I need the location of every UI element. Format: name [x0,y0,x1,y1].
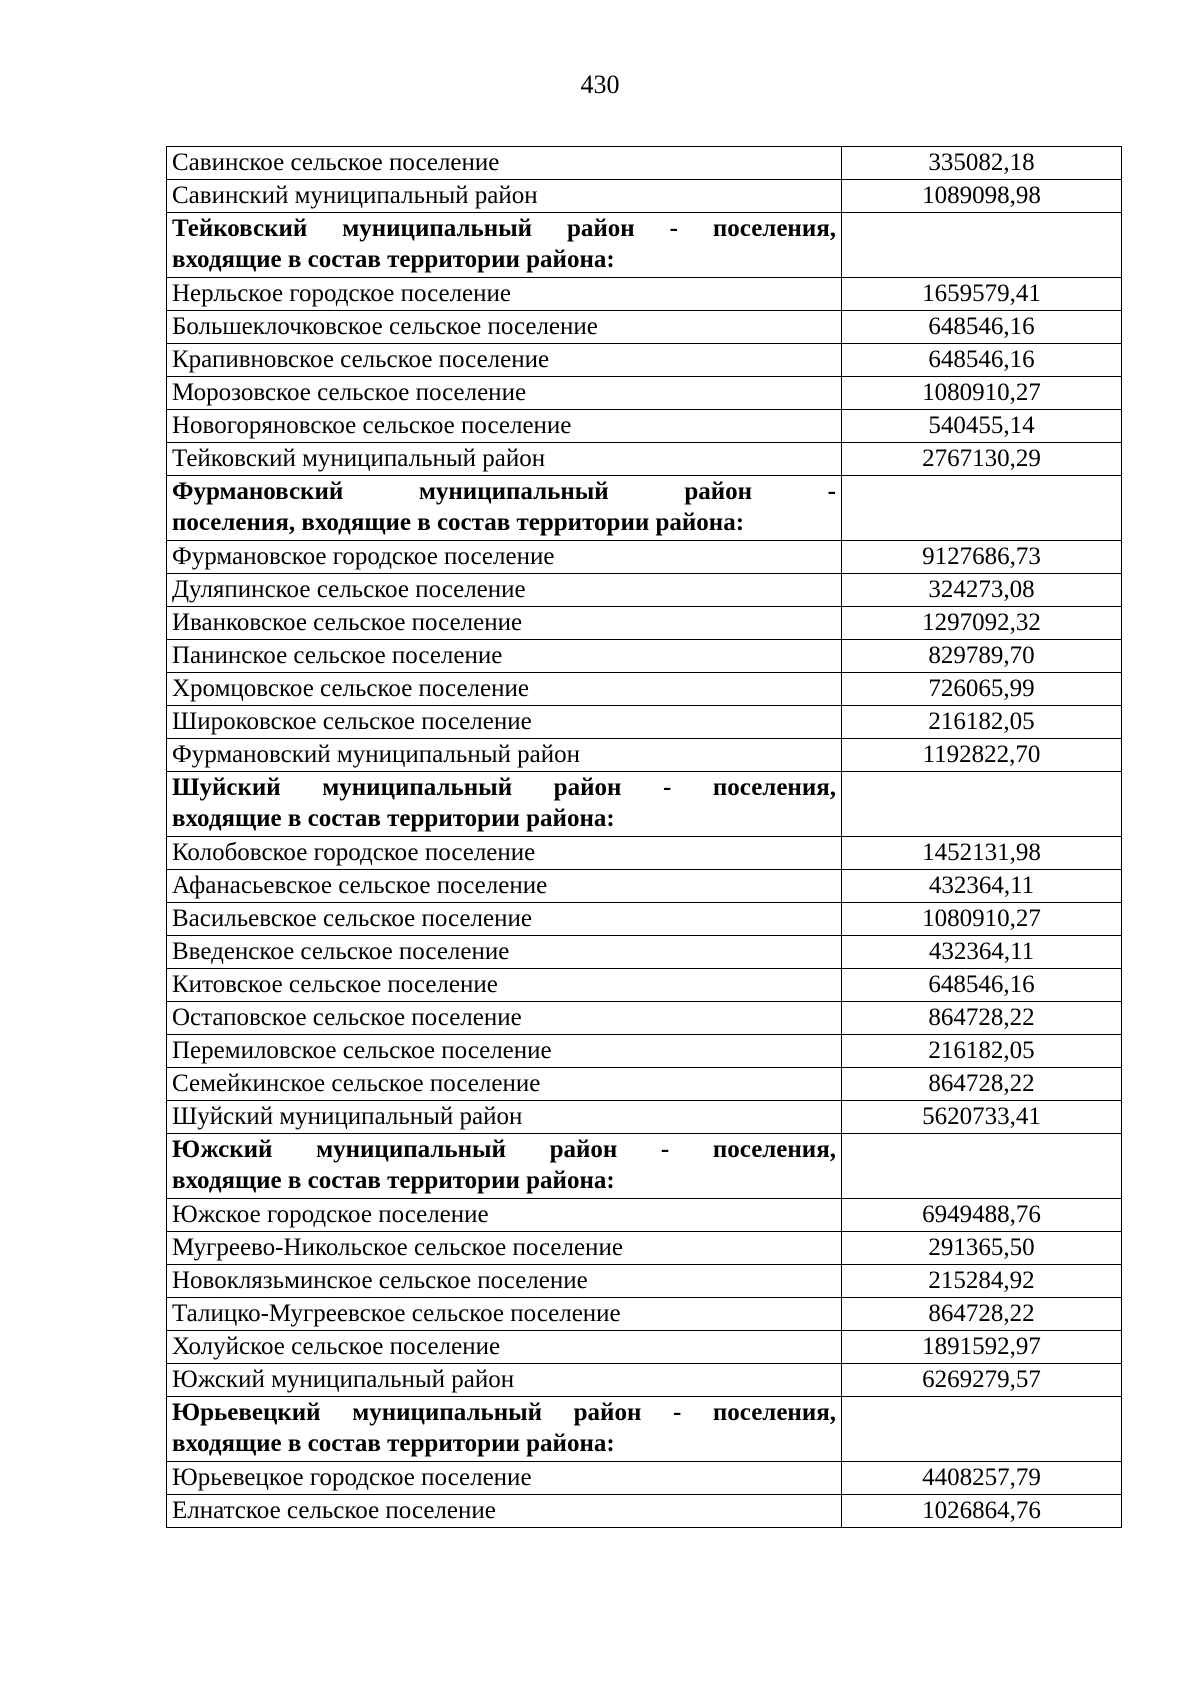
table-row [167,739,1122,772]
empty-value-cell [842,476,1122,541]
table-row [167,1462,1122,1495]
amount-value: 864728,22 [842,1002,1122,1035]
table-row [167,607,1122,640]
settlement-name: Крапивновское сельское поселение [167,344,842,377]
settlement-name: Новоклязьминское сельское поселение [167,1265,842,1298]
settlement-name: Новогоряновское сельское поселение [167,410,842,443]
empty-value-cell [842,213,1122,278]
amount-value: 1659579,41 [842,278,1122,311]
table-row [167,541,1122,574]
amount-value: 291365,50 [842,1232,1122,1265]
table-row [167,344,1122,377]
table-row [167,1232,1122,1265]
table-row [167,377,1122,410]
district-header-line-1: Южский муниципальный район - поселения, [172,1136,836,1163]
amount-value: 335082,18 [842,147,1122,180]
table-row [167,1364,1122,1397]
settlement-name: Мугреево-Никольское сельское поселение [167,1232,842,1265]
empty-value-cell [842,1397,1122,1462]
district-header [167,1134,842,1199]
table-row [167,147,1122,180]
district-header-row [167,772,1122,837]
settlement-name: Афанасьевское сельское поселение [167,870,842,903]
amount-value: 6949488,76 [842,1199,1122,1232]
amount-value: 4408257,79 [842,1462,1122,1495]
district-header-row [167,213,1122,278]
amount-value: 216182,05 [842,1035,1122,1068]
settlement-name: Введенское сельское поселение [167,936,842,969]
district-header-row [167,476,1122,541]
district-header-row [167,1397,1122,1462]
page-number: 430 [580,70,620,99]
district-header [167,476,842,541]
settlement-name: Южский муниципальный район [167,1364,842,1397]
district-header-line-2: входящие в состав территории района: [172,1430,615,1457]
amount-value: 432364,11 [842,936,1122,969]
amount-value: 1297092,32 [842,607,1122,640]
amount-value: 829789,70 [842,640,1122,673]
amount-value: 540455,14 [842,410,1122,443]
amount-value: 864728,22 [842,1068,1122,1101]
settlement-name: Дуляпинское сельское поселение [167,574,842,607]
district-header-line-2: входящие в состав территории района: [172,1167,615,1194]
amount-value: 864728,22 [842,1298,1122,1331]
settlement-name: Савинский муниципальный район [167,180,842,213]
table-row [167,1068,1122,1101]
table-row [167,837,1122,870]
table-row [167,706,1122,739]
amount-value: 1080910,27 [842,377,1122,410]
settlement-name: Елнатское сельское поселение [167,1495,842,1528]
settlement-name: Фурмановский муниципальный район [167,739,842,772]
table-row [167,903,1122,936]
settlement-name: Китовское сельское поселение [167,969,842,1002]
district-header-line-2: входящие в состав территории района: [172,246,615,273]
district-header-line-2: поселения, входящие в состав территории района: [172,509,745,536]
table-row [167,180,1122,213]
amount-value: 1452131,98 [842,837,1122,870]
table-row [167,1002,1122,1035]
amount-value: 1192822,70 [842,739,1122,772]
table-row [167,673,1122,706]
amount-value: 726065,99 [842,673,1122,706]
district-header-line-1: Юрьевецкий муниципальный район - поселения, [172,1399,836,1426]
settlement-name: Талицко-Мугреевское сельское поселение [167,1298,842,1331]
table-row [167,410,1122,443]
settlement-name: Семейкинское сельское поселение [167,1068,842,1101]
table-row [167,443,1122,476]
settlement-name: Остаповское сельское поселение [167,1002,842,1035]
table-row [167,1035,1122,1068]
table-row [167,1265,1122,1298]
table-row [167,870,1122,903]
settlement-name: Шуйский муниципальный район [167,1101,842,1134]
table-row [167,311,1122,344]
district-header [167,772,842,837]
settlement-name: Иванковское сельское поселение [167,607,842,640]
empty-value-cell [842,1134,1122,1199]
district-header-row [167,1134,1122,1199]
amount-value: 5620733,41 [842,1101,1122,1134]
amount-value: 648546,16 [842,311,1122,344]
amount-value: 648546,16 [842,969,1122,1002]
table-row [167,1298,1122,1331]
table-row [167,1101,1122,1134]
district-header-line-1: Фурмановский муниципальный район - [172,478,836,505]
settlement-name: Савинское сельское поселение [167,147,842,180]
allocation-table [166,146,1122,1528]
settlement-name: Широковское сельское поселение [167,706,842,739]
empty-value-cell [842,772,1122,837]
district-header [167,213,842,278]
amount-value: 1891592,97 [842,1331,1122,1364]
district-header [167,1397,842,1462]
amount-value: 432364,11 [842,870,1122,903]
settlement-name: Панинское сельское поселение [167,640,842,673]
amount-value: 9127686,73 [842,541,1122,574]
settlement-name: Холуйское сельское поселение [167,1331,842,1364]
settlement-name: Большеклочковское сельское поселение [167,311,842,344]
table-row [167,640,1122,673]
amount-value: 1089098,98 [842,180,1122,213]
amount-value: 1080910,27 [842,903,1122,936]
district-header-line-1: Тейковский муниципальный район - поселения, [172,215,836,242]
settlement-name: Южское городское поселение [167,1199,842,1232]
table-row [167,1199,1122,1232]
settlement-name: Хромцовское сельское поселение [167,673,842,706]
settlement-name: Тейковский муниципальный район [167,443,842,476]
allocation-table-body [167,147,1122,1528]
table-row [167,574,1122,607]
table-row [167,969,1122,1002]
settlement-name: Нерльское городское поселение [167,278,842,311]
settlement-name: Перемиловское сельское поселение [167,1035,842,1068]
amount-value: 324273,08 [842,574,1122,607]
table-row [167,1331,1122,1364]
amount-value: 215284,92 [842,1265,1122,1298]
settlement-name: Васильевское сельское поселение [167,903,842,936]
table-row [167,936,1122,969]
settlement-name: Колобовское городское поселение [167,837,842,870]
settlement-name: Морозовское сельское поселение [167,377,842,410]
district-header-line-2: входящие в состав территории района: [172,805,615,832]
amount-value: 2767130,29 [842,443,1122,476]
table-row [167,278,1122,311]
settlement-name: Фурмановское городское поселение [167,541,842,574]
district-header-line-1: Шуйский муниципальный район - поселения, [172,774,836,801]
table-row [167,1495,1122,1528]
amount-value: 648546,16 [842,344,1122,377]
settlement-name: Юрьевецкое городское поселение [167,1462,842,1495]
amount-value: 1026864,76 [842,1495,1122,1528]
amount-value: 216182,05 [842,706,1122,739]
amount-value: 6269279,57 [842,1364,1122,1397]
